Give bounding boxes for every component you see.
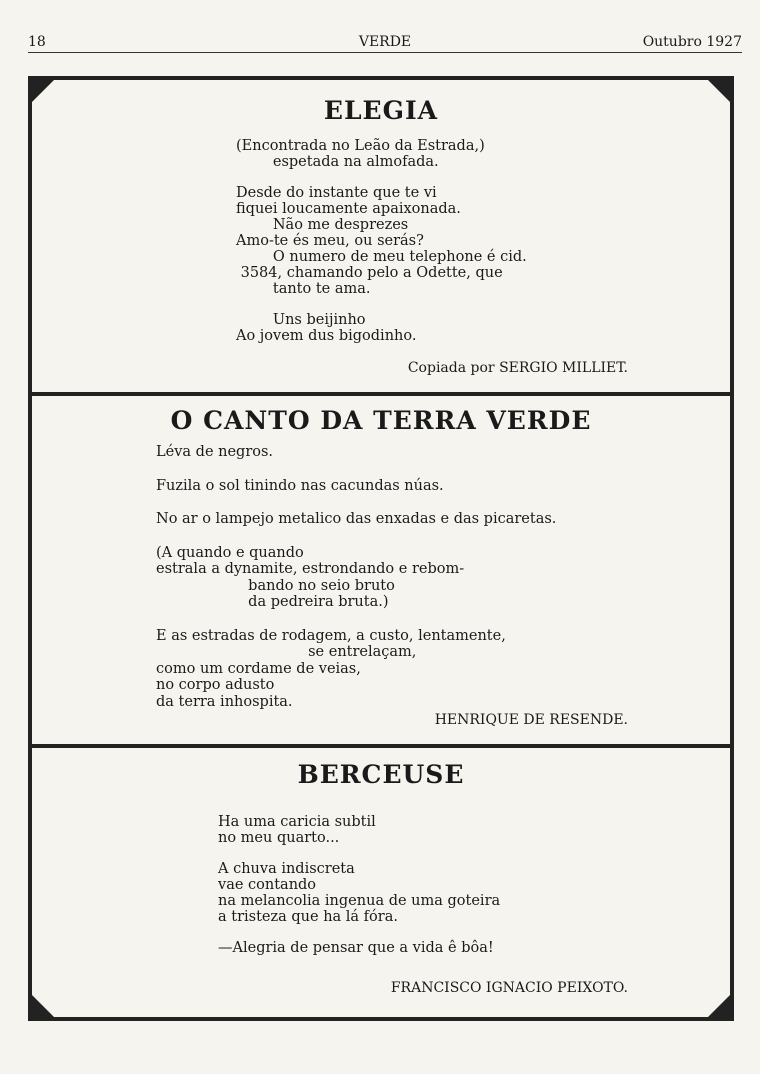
- page-number: 18: [28, 34, 46, 50]
- stanza-gap: [156, 611, 556, 628]
- stanza-gap: [236, 170, 527, 185]
- signature-elegia: Copiada por SERGIO MILLIET.: [407, 360, 628, 376]
- section-berceuse: [32, 748, 730, 1018]
- stanza-gap: [156, 494, 556, 511]
- poem-title-berceuse: BERCEUSE: [297, 760, 465, 789]
- stanza-gap: [236, 297, 527, 312]
- poem-line: estrala a dynamite, estrondando e rebom-: [156, 561, 465, 577]
- poem-line: tanto te ama.: [236, 281, 371, 297]
- poem-line: O numero de meu telephone é cid.: [236, 249, 527, 265]
- poem-line: No ar o lampejo metalico das enxadas e das picaretas.: [156, 511, 557, 527]
- section-elegia: [32, 80, 730, 390]
- stanza-gap: [218, 846, 500, 861]
- poem-line: 3584, chamando pelo a Odette, que: [236, 265, 503, 281]
- signature-canto: HENRIQUE DE RESENDE.: [434, 712, 628, 728]
- poem-line: espetada na almofada.: [236, 154, 439, 170]
- poem-line: vae contando: [218, 877, 317, 893]
- poem-line: Não me desprezes: [236, 217, 409, 233]
- poem-body-canto: [156, 444, 556, 710]
- poem-title-elegia: ELEGIA: [323, 96, 439, 125]
- poem-line: Uns beijinho: [236, 312, 366, 328]
- poem-line: Fuzila o sol tinindo nas cacundas núas.: [156, 477, 444, 494]
- poem-line: E as estradas de rodagem, a custo, lentamente,: [156, 627, 506, 644]
- stanza-gap: [218, 925, 500, 940]
- stanza-gap: [156, 461, 556, 478]
- page-header: [28, 34, 742, 53]
- poem-line: da terra inhospita.: [156, 693, 293, 710]
- poem-line: Ao jovem dus bigodinho.: [236, 328, 417, 344]
- poem-line: A chuva indiscreta: [218, 861, 355, 877]
- section-canto: [32, 396, 730, 746]
- poem-line: na melancolia ingenua de uma goteira: [218, 893, 501, 909]
- poem-body-elegia: [236, 138, 527, 344]
- poem-line: (Encontrada no Leão da Estrada,): [236, 138, 485, 154]
- stanza-gap: [156, 528, 556, 545]
- poem-title-canto: O CANTO DA TERRA VERDE: [170, 406, 592, 435]
- issue-date: Outubro 1927: [642, 34, 742, 50]
- poem-line: Amo-te és meu, ou serás?: [236, 233, 424, 249]
- poem-line: Desde do instante que te vi: [236, 185, 437, 201]
- page-frame: [28, 76, 734, 1021]
- poem-line: da pedreira bruta.): [156, 594, 389, 610]
- poem-line: Léva de negros.: [156, 444, 274, 460]
- poem-body-berceuse: [218, 814, 500, 956]
- poem-line: bando no seio bruto: [156, 577, 395, 594]
- signature-berceuse: FRANCISCO IGNACIO PEIXOTO.: [390, 980, 628, 996]
- poem-line: no corpo adusto: [156, 677, 275, 693]
- poem-line: a tristeza que ha lá fóra.: [218, 909, 398, 925]
- poem-line: —Alegria de pensar que a vida ê bôa!: [218, 940, 494, 956]
- poem-line: (A quando e quando: [156, 544, 304, 561]
- poem-line: fiquei loucamente apaixonada.: [236, 201, 461, 217]
- poem-line: no meu quarto...: [218, 830, 340, 846]
- poem-line: como um cordame de veias,: [156, 660, 361, 677]
- journal-title: VERDE: [358, 34, 412, 50]
- poem-line: Ha uma caricia subtil: [218, 814, 376, 830]
- poem-line: se entrelaçam,: [156, 644, 417, 660]
